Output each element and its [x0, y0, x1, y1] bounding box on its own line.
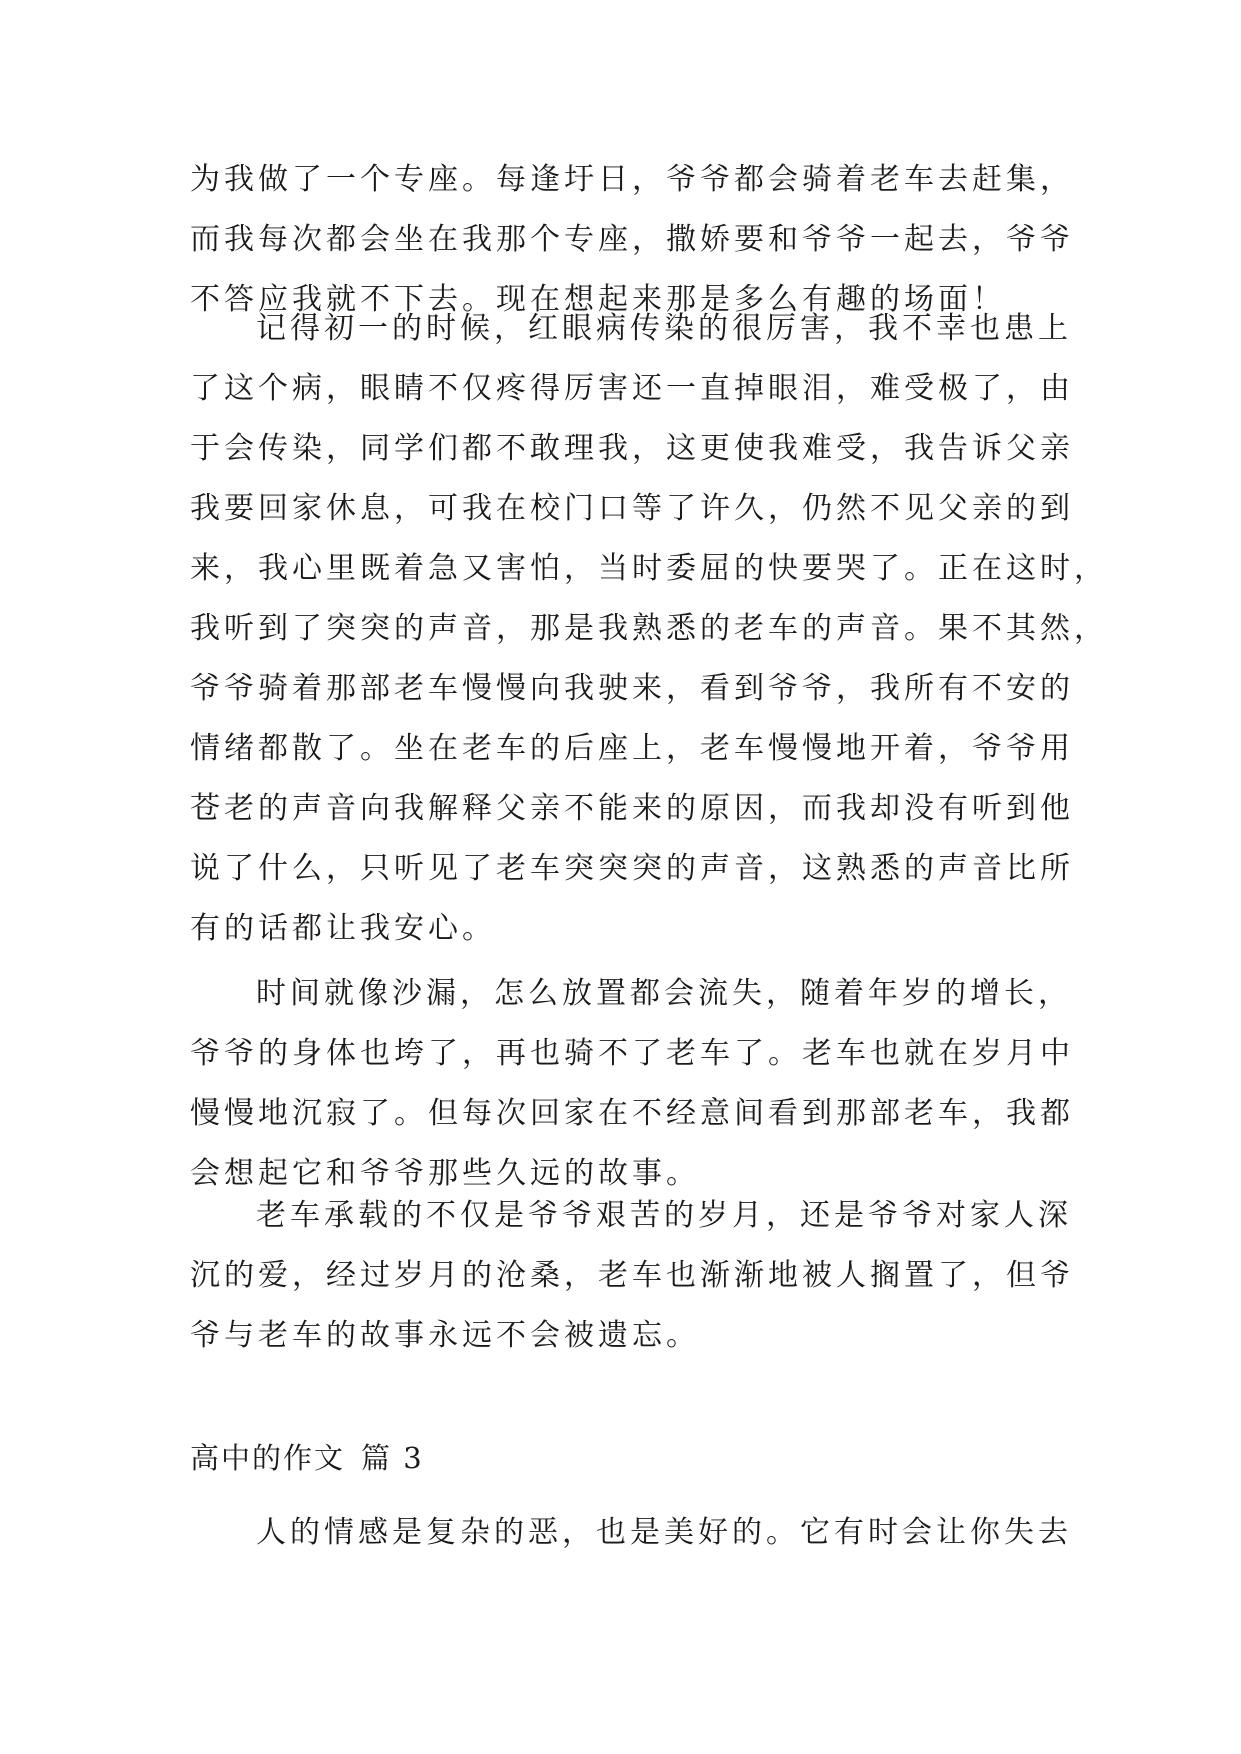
- text-line: 来，我心里既着急又害怕，当时委屈的快要哭了。正在这时，: [190, 551, 1108, 586]
- text-line: 我要回家休息，可我在校门口等了许久，仍然不见父亲的到: [190, 491, 1074, 526]
- text-line: 时间就像沙漏，怎么放置都会流失，随着年岁的增长，: [256, 976, 1072, 1011]
- text-line: 而我每次都会坐在我那个专座，撒娇要和爷爷一起去，爷爷: [190, 222, 1074, 257]
- text-line: 不答应我就不下去。现在想起来那是多么有趣的场面！: [190, 282, 1006, 317]
- text-line: 于会传染，同学们都不敢理我，这更使我难受，我告诉父亲: [190, 431, 1074, 466]
- paragraph-2: [190, 299, 1108, 959]
- text-line: 人的情感是复杂的恶，也是美好的。它有时会让你失去: [256, 1515, 1072, 1550]
- section-paragraph: [190, 1503, 1070, 1563]
- text-line: 会想起它和爷爷那些久远的故事。: [190, 1156, 700, 1191]
- text-line: 了这个病，眼睛不仅疼得厉害还一直掉眼泪，难受极了，由: [190, 371, 1074, 406]
- text-line: 爷与老车的故事永远不会被遗忘。: [190, 1318, 700, 1353]
- text-line: 沉的爱，经过岁月的沧桑，老车也渐渐地被人搁置了，但爷: [190, 1258, 1074, 1293]
- paragraph-4: [190, 1186, 1074, 1366]
- text-line: 爷爷骑着那部老车慢慢向我驶来，看到爷爷，我所有不安的: [190, 671, 1074, 706]
- text-line: 苍老的声音向我解释父亲不能来的原因，而我却没有听到他: [190, 791, 1074, 826]
- text-line: 记得初一的时候，红眼病传染的很厉害，我不幸也患上: [256, 311, 1072, 346]
- text-line: 老车承载的不仅是爷爷艰苦的岁月，还是爷爷对家人深: [256, 1198, 1072, 1233]
- text-line: 有的话都让我安心。: [190, 911, 496, 946]
- paragraph-3: [190, 964, 1074, 1204]
- section-heading: [190, 1428, 424, 1488]
- text-line: 爷爷的身体也垮了，再也骑不了老车了。老车也就在岁月中: [190, 1036, 1074, 1071]
- section-number: 篇 3: [361, 1441, 424, 1475]
- text-line: 慢慢地沉寂了。但每次回家在不经意间看到那部老车，我都: [190, 1096, 1074, 1131]
- text-line: 说了什么，只听见了老车突突突的声音，这熟悉的声音比所: [190, 851, 1074, 886]
- text-line: 我听到了突突的声音，那是我熟悉的老车的声音。果不其然，: [190, 611, 1108, 646]
- text-line: 为我做了一个专座。每逢圩日，爷爷都会骑着老车去赶集，: [190, 162, 1074, 197]
- section-title: 高中的作文: [190, 1441, 346, 1475]
- text-line: 情绪都散了。坐在老车的后座上，老车慢慢地开着，爷爷用: [190, 731, 1074, 766]
